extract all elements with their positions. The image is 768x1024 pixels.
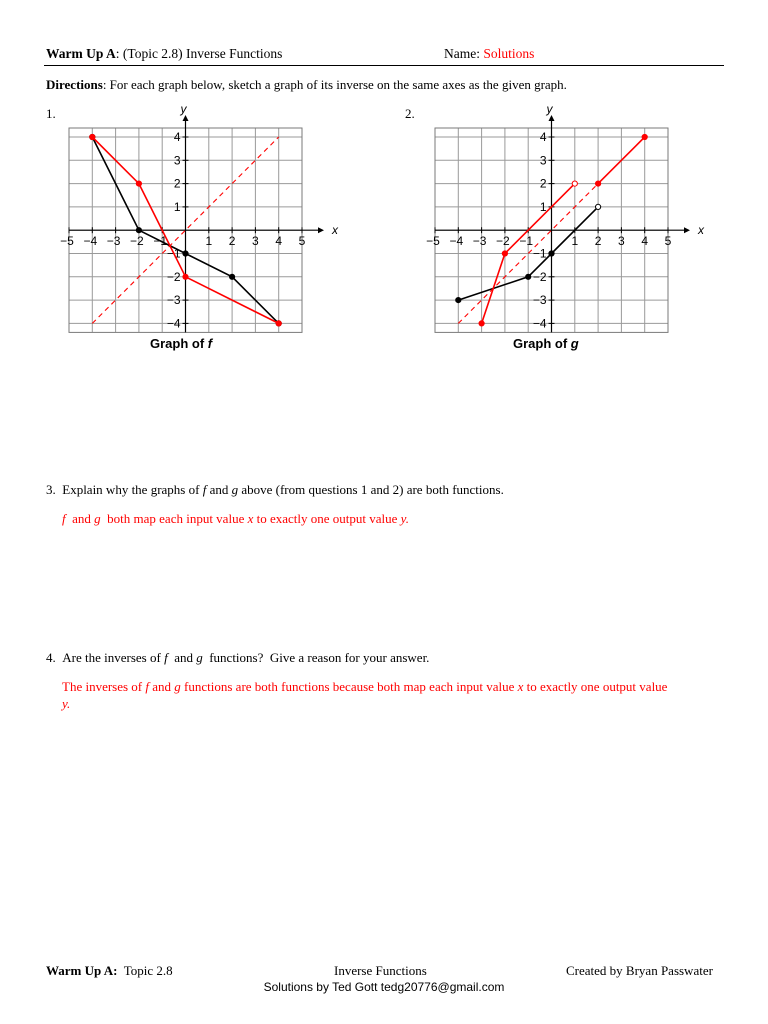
graph-g-x-tick-label: 2 — [594, 234, 602, 249]
graph-g-x-tick-label: −2 — [496, 234, 510, 249]
graph-f-x-tick-label: 5 — [298, 234, 306, 249]
graph-g-y-tick-label: −2 — [532, 269, 547, 284]
footer-topic: Topic 2.8 — [117, 963, 173, 978]
graph-f-y-tick-label: 3 — [173, 153, 181, 168]
question-4-answer — [62, 678, 724, 712]
graph-f-x-axis-arrow — [318, 227, 324, 233]
question-3-answer — [62, 510, 409, 527]
graph-f-y-tick-label: −1 — [166, 246, 181, 261]
directions — [46, 77, 567, 93]
warmup-label: Warm Up A — [46, 46, 116, 61]
graph-g-y-tick-label: −1 — [532, 246, 547, 261]
footer-center: Inverse Functions — [334, 963, 427, 978]
graph-f-y-tick-label: −2 — [166, 269, 181, 284]
graph-f-point-f-inverse — [183, 274, 188, 279]
directions-label: Directions — [46, 77, 103, 92]
q4-ans-y: y. — [62, 696, 71, 711]
graph-g-point-g-inverse — [502, 251, 507, 256]
q4-ans-a: The inverses of — [62, 679, 146, 694]
graph-f-x-tick-label: 3 — [252, 234, 259, 249]
graph-f-x-axis-label: x — [332, 223, 338, 238]
name-line — [444, 46, 534, 62]
graph-g-point-g — [456, 298, 461, 303]
footer-warmup-label: Warm Up A: — [46, 963, 118, 978]
footer-credit: Solutions by Ted Gott tedg20776@gmail.com — [263, 980, 505, 994]
q3-ans-c: to exactly one output value — [253, 511, 401, 526]
q3-ans-b: both map each input value — [100, 511, 248, 526]
graph-g-point-g — [549, 251, 554, 256]
graph-f-x-tick-label: 2 — [228, 234, 236, 249]
directions-text: : For each graph below, sketch a graph of its inverse on the same axes as the given graph. — [102, 77, 567, 92]
question-3 — [46, 482, 504, 498]
q3-var-f: f — [202, 482, 207, 497]
graph-g-x-tick-label: 5 — [664, 234, 672, 249]
q3-text-c: above (from questions 1 and 2) are both functions. — [238, 482, 504, 497]
graph-g-y-tick-label: −4 — [532, 316, 547, 331]
graph-f-point-f-inverse — [136, 181, 141, 186]
q4-text-b: and — [167, 650, 197, 665]
graph-g-y-tick-label: 2 — [539, 176, 547, 191]
graph-g-x-tick-label: −5 — [426, 234, 440, 249]
graph-g-point-g — [526, 274, 531, 279]
graph-g-point-g-inverse — [479, 321, 484, 326]
graph-f-caption-prefix: Graph of — [150, 336, 208, 351]
graph-g-point-g — [596, 204, 601, 209]
q3-text-b: and — [206, 482, 232, 497]
question-2-number: 2. — [405, 106, 415, 121]
graph-f-y-tick-label: −3 — [166, 293, 181, 308]
header — [46, 46, 724, 62]
graph-g-y-axis-label: y — [546, 102, 553, 116]
topic-title: : (Topic 2.8) Inverse Functions — [115, 46, 283, 61]
q4-text-c: functions? Give a reason for your answer. — [202, 650, 430, 665]
q4-ans-f: f — [145, 679, 150, 694]
q4-var-f: f — [164, 650, 168, 665]
graph-f-x-tick-label: 4 — [275, 234, 283, 249]
q3-ans-f: f — [62, 511, 66, 526]
q3-ans-x: x — [247, 511, 254, 526]
graph-f-caption-var: f — [207, 336, 213, 351]
q3-ans-a: and — [65, 511, 95, 526]
q3-text-a: Explain why the graphs of — [62, 482, 203, 497]
graph-g-y-tick-label: 3 — [539, 153, 547, 168]
q4-ans-d: to exactly one output value — [523, 679, 668, 694]
graph-g-x-tick-label: 4 — [641, 234, 649, 249]
graph-f-x-tick-label: −3 — [106, 234, 121, 249]
graph-g-y-tick-label: 4 — [539, 130, 547, 144]
q4-ans-c: functions are both functions because both map each input value — [180, 679, 518, 694]
name-label: Name: — [444, 46, 484, 61]
question-4 — [46, 650, 429, 666]
graph-g-x-tick-label: 1 — [571, 234, 579, 249]
question-3-number: 3. — [46, 482, 56, 497]
name-value: Solutions — [483, 46, 535, 61]
graph-f-y-tick-label: −4 — [166, 316, 181, 331]
graph-g-x-tick-label: −3 — [472, 234, 487, 249]
graph-g-y-tick-label: 1 — [539, 199, 547, 214]
graph-g-x-axis-label: x — [698, 223, 704, 238]
graph-f-point-f — [136, 228, 141, 233]
graph-f-x-tick-label: −1 — [153, 234, 168, 249]
graph-f-x-tick-label: −4 — [83, 234, 98, 249]
graph-f-point-f-inverse — [90, 134, 95, 139]
graph-g-x-tick-label: −1 — [519, 234, 534, 249]
graph-f — [55, 97, 340, 337]
graph-g-point-g-inverse — [572, 181, 577, 186]
graph-f-x-tick-label: −5 — [60, 234, 74, 249]
footer-right: Created by Bryan Passwater — [566, 963, 713, 978]
q4-ans-b: and — [149, 679, 175, 694]
q4-ans-x: x — [517, 679, 524, 694]
graph-g-x-tick-label: −4 — [449, 234, 464, 249]
graph-g-x-tick-label: 3 — [618, 234, 625, 249]
footer-left — [46, 963, 173, 979]
graph-f-caption — [150, 336, 212, 351]
q4-text-a: Are the inverses of — [62, 650, 165, 665]
graph-g — [421, 97, 706, 337]
graph-f-point-f-inverse — [276, 321, 281, 326]
graph-f-y-tick-label: 1 — [173, 199, 181, 214]
graph-f-point-f — [230, 274, 235, 279]
header-rule — [44, 65, 724, 66]
q3-ans-g: g — [94, 511, 101, 526]
q4-ans-g: g — [174, 679, 181, 694]
graph-g-caption-prefix: Graph of — [513, 336, 571, 351]
graph-f-y-tick-label: 2 — [173, 176, 181, 191]
q4-var-g: g — [196, 650, 203, 665]
graph-f-x-tick-label: −2 — [130, 234, 144, 249]
graph-f-y-tick-label: 4 — [173, 130, 181, 144]
graph-g-caption-var: g — [570, 336, 579, 351]
q3-ans-y: y. — [400, 511, 409, 526]
graph-f-x-tick-label: 1 — [205, 234, 213, 249]
graph-g-caption — [513, 336, 579, 351]
graph-g-x-axis-arrow — [684, 227, 690, 233]
graph-g-y-tick-label: −3 — [532, 293, 547, 308]
graph-f-y-axis-label: y — [180, 102, 187, 116]
question-4-number: 4. — [46, 650, 56, 665]
graph-f-point-f — [183, 251, 188, 256]
q3-var-g: g — [231, 482, 239, 497]
question-1-number: 1. — [46, 106, 56, 121]
